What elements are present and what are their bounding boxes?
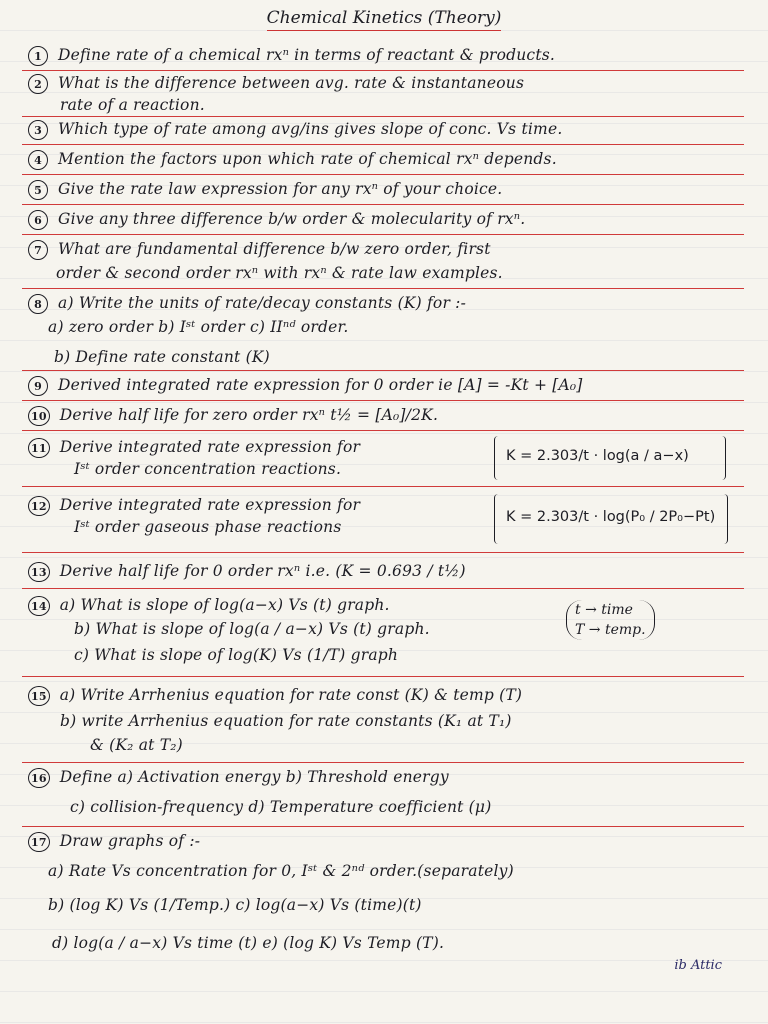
question-7-line-2: order & second order rxⁿ with rxⁿ & rate law examples. bbox=[56, 264, 503, 282]
formula-11: K = 2.303/t · log(a / a−x) bbox=[506, 448, 689, 464]
question-15-line-2: b) write Arrhenius equation for rate constants (K₁ at T₁) bbox=[60, 712, 512, 730]
red-rule bbox=[22, 486, 744, 487]
red-rule bbox=[22, 144, 744, 145]
question-9: 9 Derived integrated rate expression for 0 order ie [A] = -Kt + [A₀] bbox=[28, 374, 740, 396]
question-14-line-2: b) What is slope of log(a / a−x) Vs (t) graph. bbox=[74, 620, 430, 638]
red-rule bbox=[22, 370, 744, 371]
red-rule bbox=[22, 70, 744, 71]
question-1: 1 Define rate of a chemical rxⁿ in terms of reactant & products. bbox=[28, 44, 740, 66]
question-13: 13 Derive half life for 0 order rxⁿ i.e. (K = 0.693 / t½) bbox=[28, 560, 740, 582]
question-16: 16 Define a) Activation energy b) Threshold energy bbox=[28, 766, 740, 788]
question-14: 14 a) What is slope of log(a−x) Vs (t) graph. bbox=[28, 594, 548, 616]
question-8-line-3: b) Define rate constant (K) bbox=[54, 348, 270, 366]
red-rule bbox=[22, 430, 744, 431]
question-11-line-2: Iˢᵗ order concentration reactions. bbox=[74, 460, 342, 478]
question-17-line-2: a) Rate Vs concentration for 0, Iˢᵗ & 2ⁿᵈ order.(separately) bbox=[48, 862, 514, 880]
red-rule bbox=[22, 676, 744, 677]
question-16-line-2: c) collision-frequency d) Temperature coefficient (μ) bbox=[70, 798, 492, 816]
question-15: 15 a) Write Arrhenius equation for rate const (K) & temp (T) bbox=[28, 684, 740, 706]
question-11: 11 Derive integrated rate expression for bbox=[28, 436, 448, 458]
question-6: 6 Give any three difference b/w order & molecularity of rxⁿ. bbox=[28, 208, 740, 230]
page-title: Chemical Kinetics (Theory) bbox=[0, 8, 768, 28]
red-rule bbox=[22, 588, 744, 589]
red-rule bbox=[22, 400, 744, 401]
red-rule bbox=[22, 116, 744, 117]
question-3: 3 Which type of rate among avg/ins gives slope of conc. Vs time. bbox=[28, 118, 740, 140]
question-8-line-2: a) zero order b) Iˢᵗ order c) IIⁿᵈ order. bbox=[48, 318, 349, 336]
red-rule bbox=[22, 234, 744, 235]
signature: ib Attic bbox=[674, 958, 722, 973]
red-rule bbox=[22, 826, 744, 827]
red-rule bbox=[22, 552, 744, 553]
question-17-line-4: d) log(a / a−x) Vs time (t) e) (log K) Vs Temp (T). bbox=[52, 934, 445, 952]
question-12: 12 Derive integrated rate expression for bbox=[28, 494, 448, 516]
red-rule bbox=[22, 288, 744, 289]
question-4: 4 Mention the factors upon which rate of chemical rxⁿ depends. bbox=[28, 148, 740, 170]
question-14-line-3: c) What is slope of log(K) Vs (1/T) graph bbox=[74, 646, 399, 664]
question-2-line-2: rate of a reaction. bbox=[60, 96, 205, 114]
question-12-line-2: Iˢᵗ order gaseous phase reactions bbox=[74, 518, 342, 536]
red-rule bbox=[22, 762, 744, 763]
question-10: 10 Derive half life for zero order rxⁿ t½ = [A₀]/2K. bbox=[28, 404, 740, 426]
question-15-line-3: & (K₂ at T₂) bbox=[90, 736, 183, 754]
symbol-note: t → time T → temp. bbox=[566, 600, 655, 640]
question-17-line-3: b) (log K) Vs (1/Temp.) c) log(a−x) Vs (time)(t) bbox=[48, 896, 422, 914]
question-5: 5 Give the rate law expression for any rxⁿ of your choice. bbox=[28, 178, 740, 200]
question-7: 7 What are fundamental difference b/w zero order, first bbox=[28, 238, 740, 260]
red-rule bbox=[22, 174, 744, 175]
question-2: 2 What is the difference between avg. rate & instantaneous bbox=[28, 72, 740, 94]
formula-12: K = 2.303/t · log(P₀ / 2P₀−Pt) bbox=[506, 509, 716, 525]
question-8: 8 a) Write the units of rate/decay constants (K) for :- bbox=[28, 292, 740, 314]
red-rule bbox=[22, 204, 744, 205]
question-17: 17 Draw graphs of :- bbox=[28, 830, 740, 852]
